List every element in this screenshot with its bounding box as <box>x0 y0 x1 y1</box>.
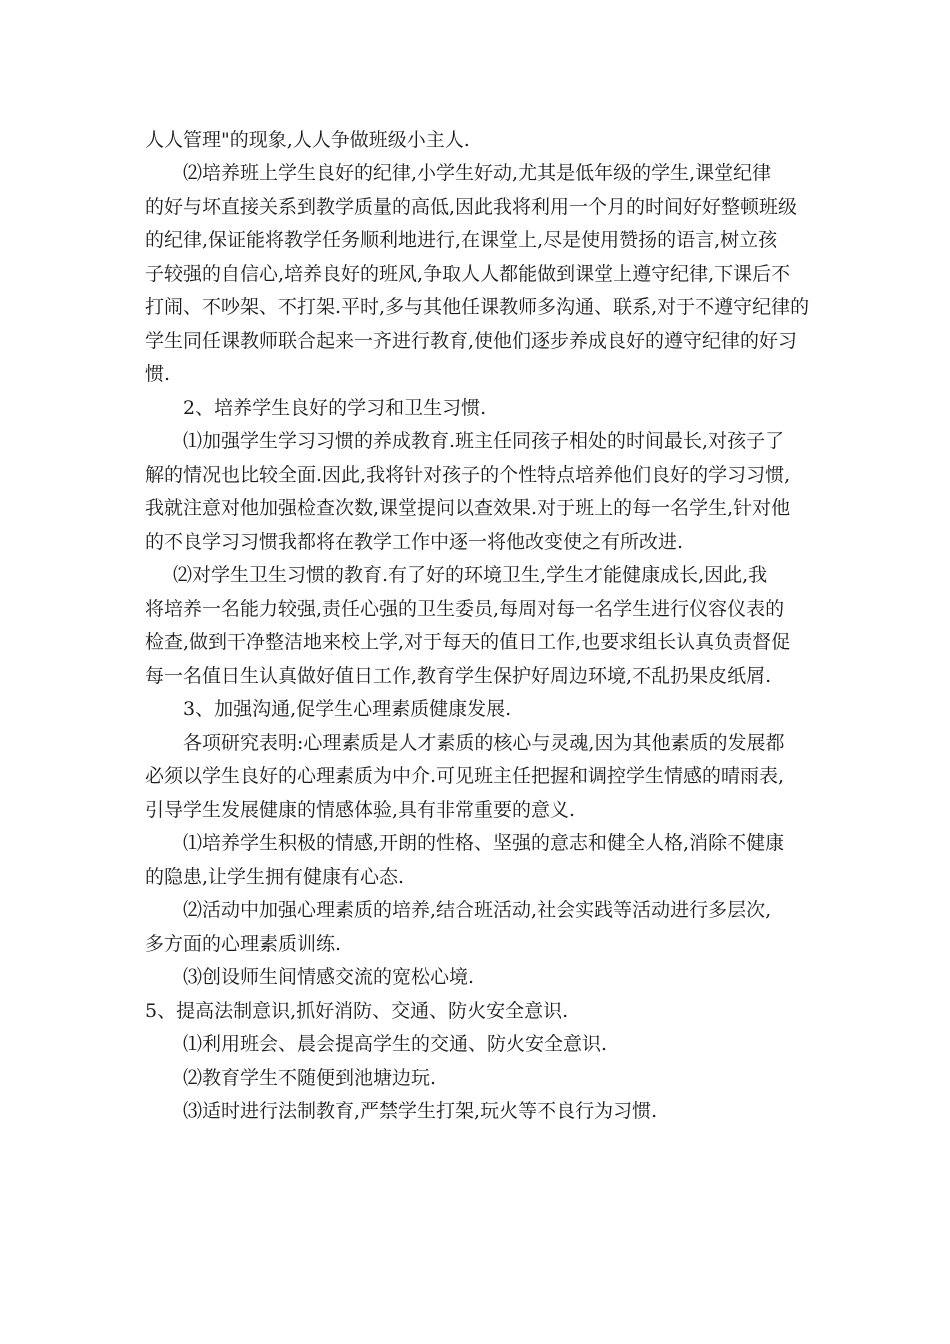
text-line: 将培养一名能力较强,责任心强的卫生委员,每周对每一名学生进行仪容仪表的 <box>145 598 785 620</box>
text-line: 的好与坏直接关系到教学质量的高低,因此我将利用一个月的时间好好整顿班级 <box>145 196 798 218</box>
text-line: 解的情况也比较全面.因此,我将针对孩子的个性特点培养他们良好的学习习惯, <box>145 464 791 486</box>
text-line: 惯. <box>145 363 171 385</box>
section-heading: 3、加强沟通,促学生心理素质健康发展. <box>183 698 512 720</box>
section-heading: 2、培养学生良好的学习和卫生习惯. <box>183 397 487 419</box>
text-line: 各项研究表明:心理素质是人才素质的核心与灵魂,因为其他素质的发展都 <box>183 732 785 754</box>
text-line: 的不良学习习惯我都将在教学工作中逐一将他改变使之有所改进. <box>145 531 684 553</box>
text-line: ⑴加强学生学习习惯的养成教育.班主任同孩子相处的时间最长,对孩子了 <box>183 430 785 452</box>
section-heading: 5、提高法制意识,抓好消防、交通、防火安全意识. <box>145 1000 569 1022</box>
text-line: ⑴培养学生积极的情感,开朗的性格、坚强的意志和健全人格,消除不健康 <box>183 832 785 854</box>
text-line: ⑵对学生卫生习惯的教育.有了好的环境卫生,学生才能健康成长,因此,我 <box>173 564 768 586</box>
text-line: 子较强的自信心,培养良好的班风,争取人人都能做到课堂上遵守纪律,下课后不 <box>145 263 791 285</box>
text-line: 人人管理"的现象,人人争做班级小主人. <box>145 129 470 151</box>
text-line: 多方面的心理素质训练. <box>145 933 342 955</box>
text-line: 打闹、不吵架、不打架.平时,多与其他任课教师多沟通、联系,对于不遵守纪律的 <box>145 296 810 318</box>
text-line: 我就注意对他加强检查次数,课堂提问以查效果.对于班上的每一名学生,针对他 <box>145 497 791 519</box>
text-line: ⑵培养班上学生良好的纪律,小学生好动,尤其是低年级的学生,课堂纪律 <box>183 162 772 184</box>
text-line: ⑵活动中加强心理素质的培养,结合班活动,社会实践等活动进行多层次, <box>183 899 772 921</box>
text-line: 的隐患,让学生拥有健康有心态. <box>145 866 405 888</box>
text-line: 每一名值日生认真做好值日工作,教育学生保护好周边环境,不乱扔果皮纸屑. <box>145 665 772 687</box>
text-line: 学生同任课教师联合起来一齐进行教育,使他们逐步养成良好的遵守纪律的好习 <box>145 330 798 352</box>
text-line: 的纪律,保证能将教学任务顺利地进行,在课堂上,尽是使用赞扬的语言,树立孩 <box>145 229 778 251</box>
text-line: ⑶创设师生间情感交流的宽松心境. <box>183 966 475 988</box>
text-line: ⑴利用班会、晨会提高学生的交通、防火安全意识. <box>183 1033 608 1055</box>
text-line: ⑵教育学生不随便到池塘边玩. <box>183 1067 437 1089</box>
text-line: 必须以学生良好的心理素质为中介.可见班主任把握和调控学生情感的晴雨表, <box>145 765 785 787</box>
text-line: ⑶适时进行法制教育,严禁学生打架,玩火等不良行为习惯. <box>183 1100 658 1122</box>
text-line: 检查,做到干净整洁地来校上学,对于每天的值日工作,也要求组长认真负责督促 <box>145 631 791 653</box>
text-line: 引导学生发展健康的情感体验,具有非常重要的意义. <box>145 799 576 821</box>
